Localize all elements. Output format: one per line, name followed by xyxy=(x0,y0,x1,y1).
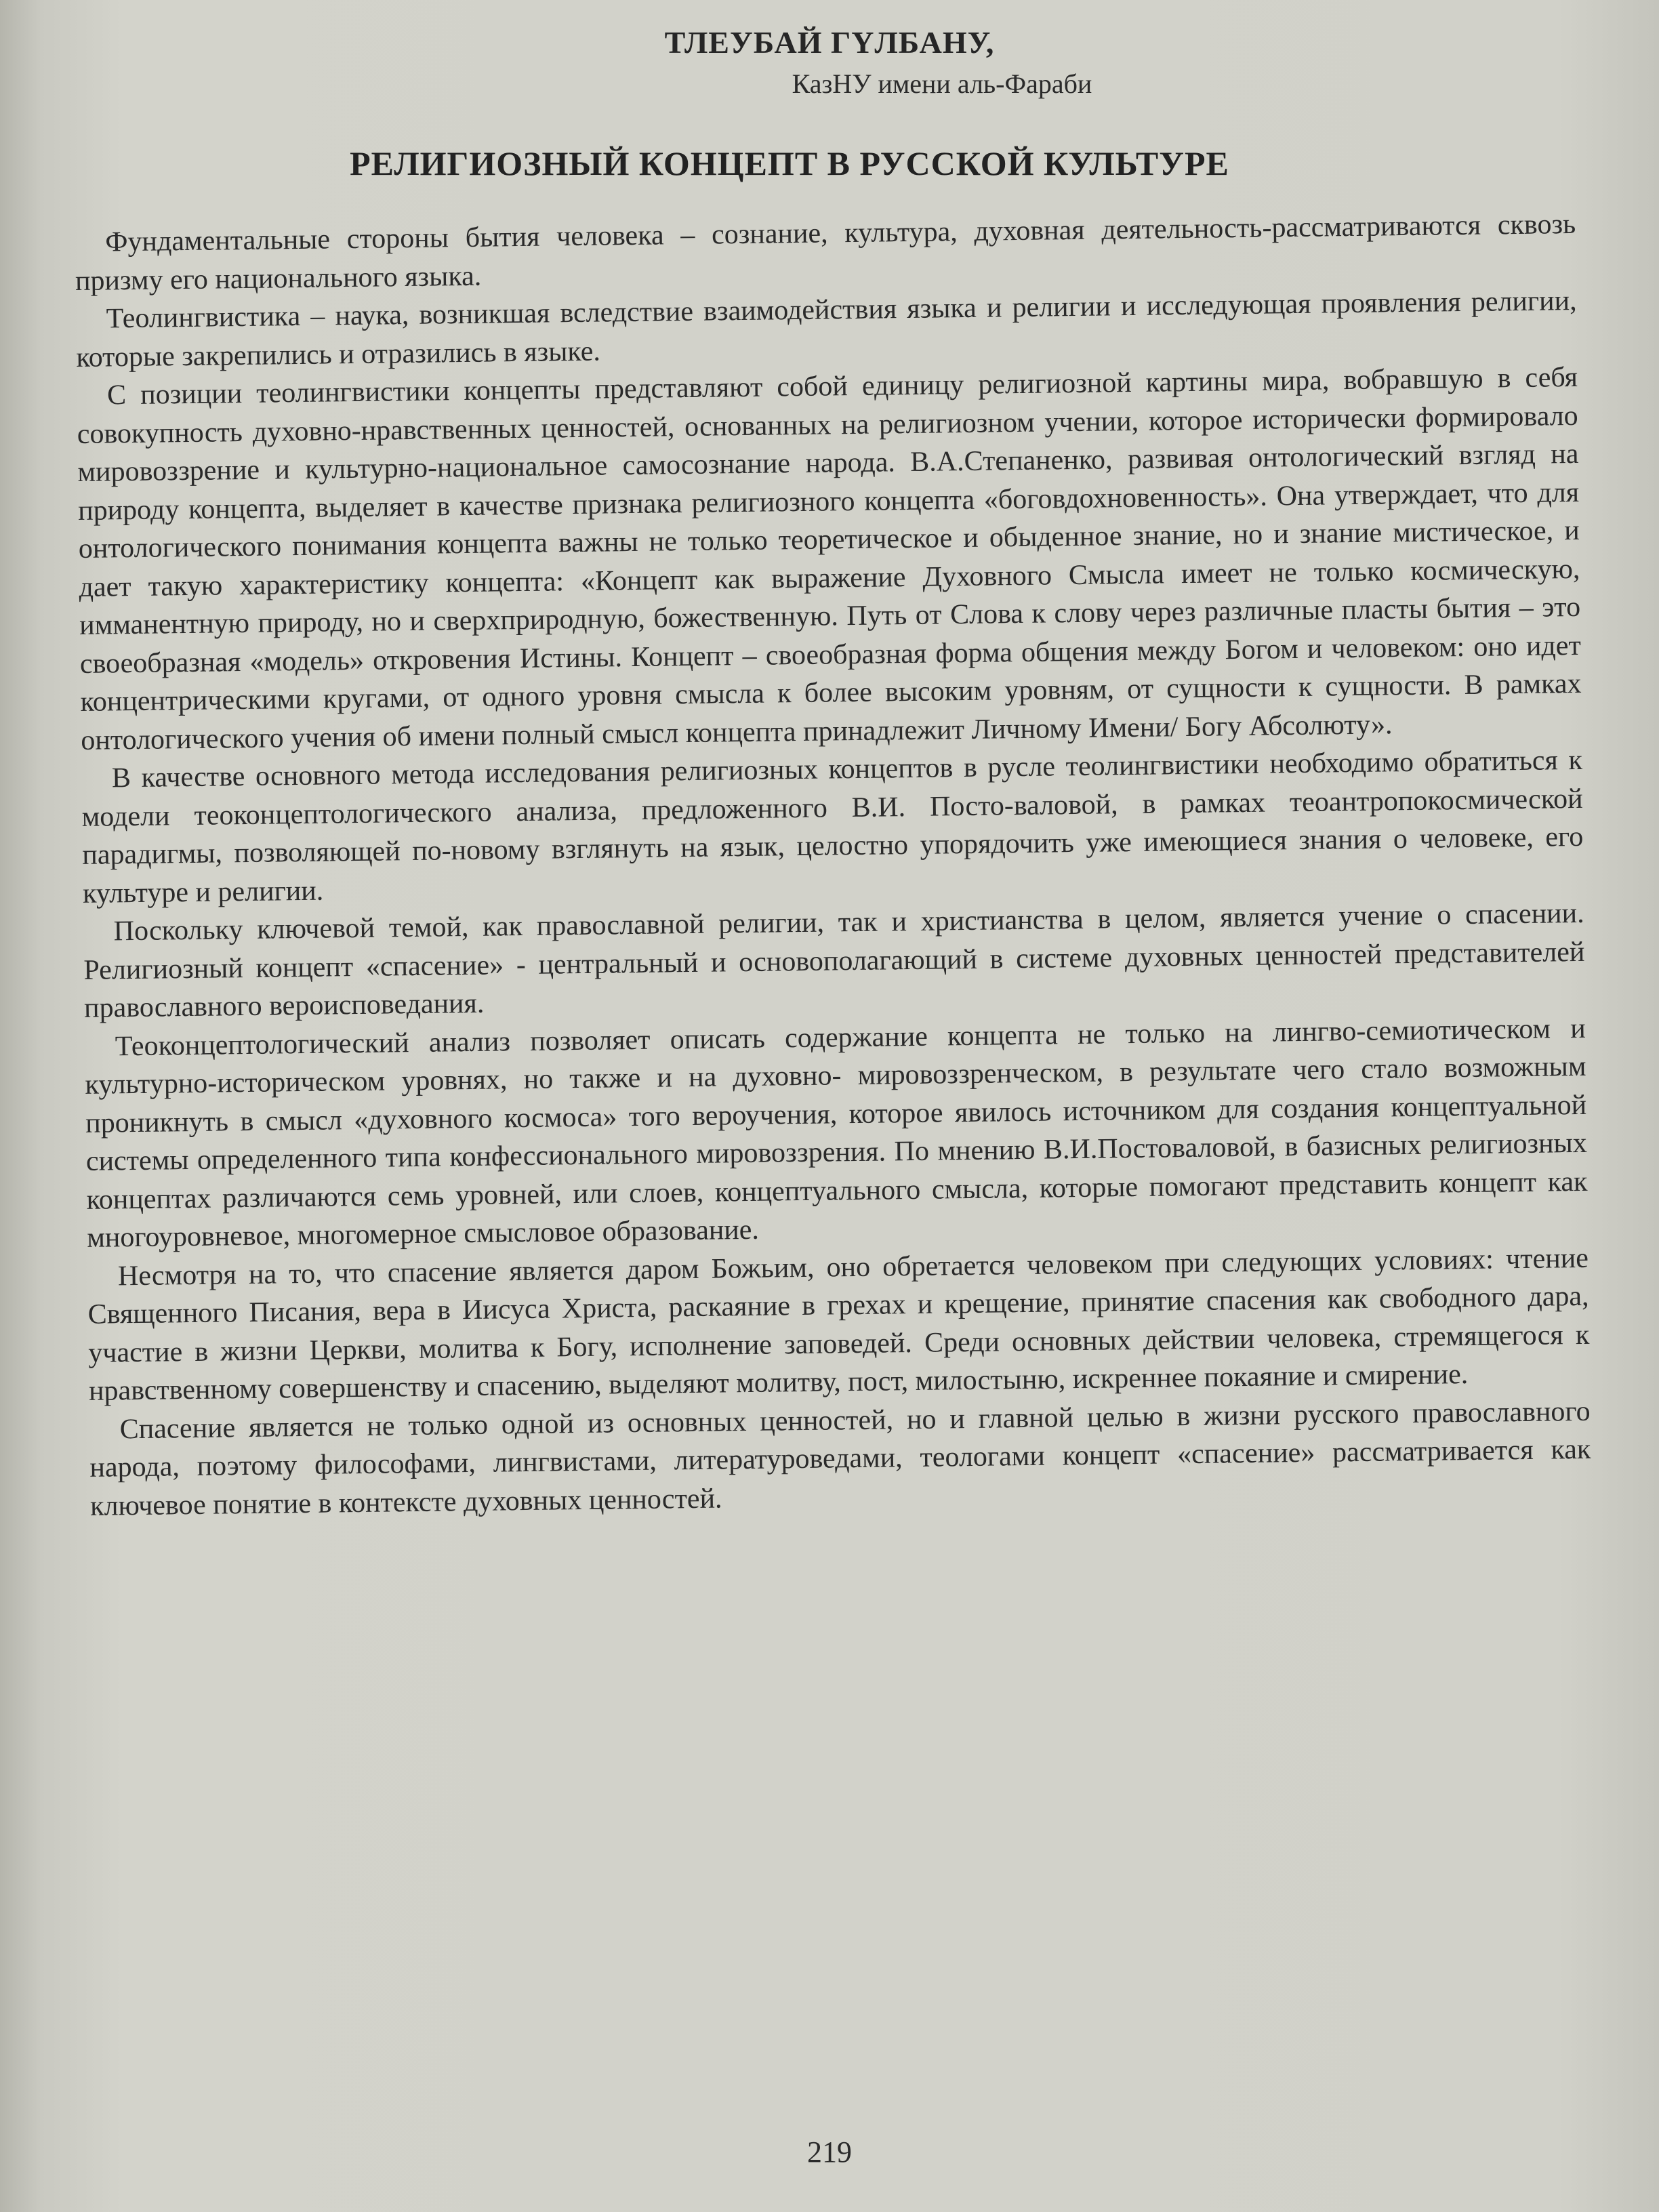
article-title: РЕЛИГИОЗНЫЙ КОНЦЕПТ В РУССКОЙ КУЛЬТУРЕ xyxy=(350,144,1229,182)
paragraph: Поскольку ключевой темой, как православной религии, так и христианства в целом, является учение о спасении. Религиозный концепт «спасение» - центральный и основополагающий в системе духовных ценностей представителей православного вероисповедания. xyxy=(83,897,1585,1024)
paragraph: Теолингвистика – наука, возникшая вследствие взаимодействия языка и религии и исследующая проявления религии, которые закрепились и отразились в языке. xyxy=(76,285,1577,373)
paragraph: Несмотря на то, что спасение является даром Божьим, оно обретается человеком при следующих условиях: чтение Священного Писания, вера в Иисуса Христа, раскаяние в грехах и крещение, принятие спасения как свободного дара, участие в жизни Церкви, молитва к Богу, исполнение заповедей. Среди основных действии человека, стремящегося к нравственному совершенству и спасению, выделяют молитву, пост, милостыню, искреннее покаяние и смирение. xyxy=(87,1242,1590,1407)
author-name: ТЛЕУБАЙ ГҮЛБАНУ, xyxy=(664,25,995,60)
article-body xyxy=(75,205,1591,1525)
paragraph: Спасение является не только одной из основных ценностей, но и главной целью в жизни русского православного народа, поэтому философами, лингвистами, литературоведами, теологами концепт «спасение» рассматривается как ключевое понятие в контексте духовных ценностей. xyxy=(89,1395,1591,1522)
paragraph: С позиции теолингвистики концепты представляют собой единицу религиозной картины мира, вобравшую в себя совокупность духовно-нравственных ценностей, основанных на религиозном учении, которое исторически формировало мировоззрение и культурно-национальное самосознание народа. В.А.Степаненко, развивая онтологический взгляд на природу концепта, выделяет в качестве признака религиозного концепта «боговдохновенность». Она утверждает, что для онтологического понимания концепта важны не только теоретическое и обыденное знание, но и знание мистическое, и дает такую характеристику концепта: «Концепт как выражение Духовного Смысла имеет не только космическую, имманентную природу, но и сверхприродную, божественную. Путь от Слова к слову через различные пласты бытия – это своеобразная «модель» откровения Истины. Концепт – своеобразная форма общения между Богом и человеком: оно идет концентрическими кругами, от одного уровня смысла к более высоким уровням, от сущности к сущности. В рамках онтологического учения об имени полный смысл концепта принадлежит Личному Имени/ Богу Абсолюту». xyxy=(77,361,1582,756)
author-affiliation: КазНУ имени аль-Фараби xyxy=(792,68,1092,99)
paragraph: Фундаментальные стороны бытия человека – сознание, культура, духовная деятельность-рассматриваются сквозь призму его национального языка. xyxy=(75,208,1576,297)
paragraph: Теоконцептологический анализ позволяет описать содержание концепта не только на лингво-семиотическом и культурно-историческом уровнях, но также и на духовно- мировоззренческом, в результате чего стало возможным проникнуть в смысл «духовного космоса» того вероучения, которое явилось источником для создания концептуальной системы определенного типа конфессионального мировоззрения. По мнению В.И.Постоваловой, в базисных религиозных концептах различаются семь уровней, или слоев, концептуального смысла, которые помогают представить концепт как многоуровневое, многомерное смысловое образование. xyxy=(85,1012,1588,1254)
page-number: 219 xyxy=(807,2135,852,2169)
paragraph: В качестве основного метода исследования религиозных концептов в русле теолингвистики необходимо обратиться к модели теоконцептологического анализа, предложенного В.И. Посто-валовой, в рамках теоантропокосмической парадигмы, позволяющей по-новому взглянуть на язык, целостно упорядочить уже имеющиеся знания о человеке, его культуре и религии. xyxy=(81,744,1584,909)
